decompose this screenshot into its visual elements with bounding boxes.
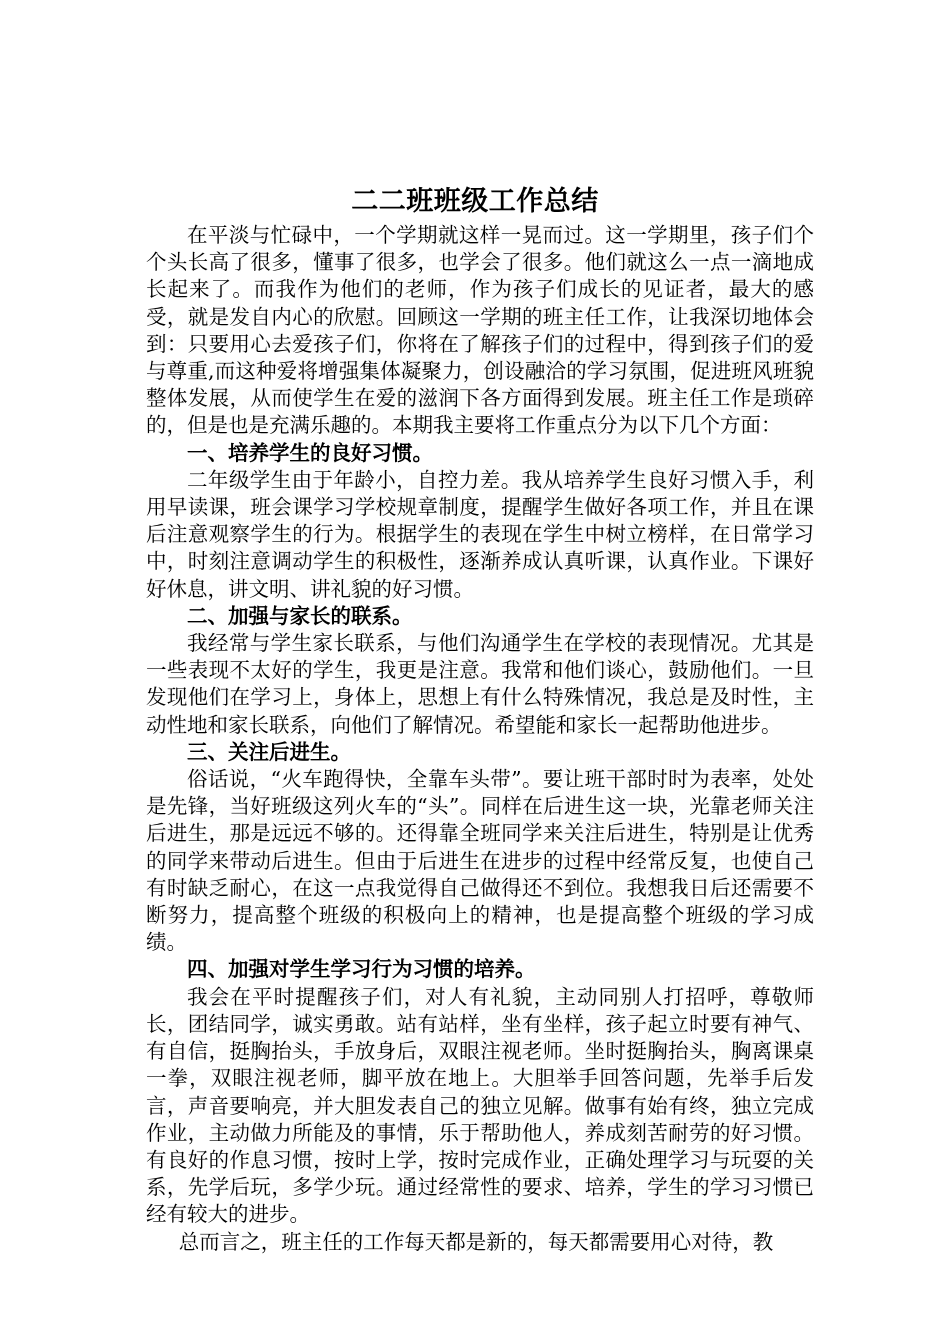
section-heading-struggling-students: 三、关注后进生。 <box>187 739 351 764</box>
section-heading-parents: 二、加强与家长的联系。 <box>187 603 413 628</box>
section-heading-study-behavior: 四、加强对学生学习行为习惯的培养。 <box>187 957 536 982</box>
conclusion-paragraph: 总而言之，班主任的工作每天都是新的，每天都需要用心对待，教 <box>178 1229 774 1254</box>
section-body-struggling-students: 俗话说，“火车跑得快，全靠车头带”。要让班干部时时为表率，处处是先锋，当好班级这列火车的“头”。同样在后进生这一块，光靠老师关注后进生，那是远远不够的。还得靠全班同学来关注后进生，特别是让优秀的同学来带动后进生。但由于后进生在进步的过程中经常反复，也使自己有时缺乏耐心，在这一点我觉得自己做得还不到位。我想我日后还需要不断努力，提高整个班级的积极向上的精神，也是提高整个班级的学习成绩。 <box>146 767 814 955</box>
section-body-study-behavior: 我会在平时提醒孩子们，对人有礼貌，主动同别人打招呼，尊敬师长，团结同学，诚实勇敢。站有站样，坐有坐样，孩子起立时要有神气、有自信，挺胸抬头，手放身后，双眼注视老师。坐时挺胸抬头，胸离课桌一拳，双眼注视老师，脚平放在地上。大胆举手回答问题，先举手后发言，声音要响亮，并大胆发表自己的独立见解。做事有始有终，独立完成作业，主动做力所能及的事情，乐于帮助他人，养成刻苦耐劳的好习惯。有良好的作息习惯，按时上学，按时完成作业，正确处理学习与玩耍的关系，先学后玩，多学少玩。通过经常性的要求、培养，学生的学习习惯已经有较大的进步。 <box>146 984 814 1227</box>
document-body <box>146 222 814 1256</box>
section-heading-habits: 一、培养学生的良好习惯。 <box>187 440 433 465</box>
intro-paragraph: 在平淡与忙碌中，一个学期就这样一晃而过。这一学期里，孩子们个个头长高了很多，懂事了很多，也学会了很多。他们就这么一点一滴地成长起来了。而我作为他们的老师，作为孩子们成长的见证者，最大的感受，就是发自内心的欣慰。回顾这一学期的班主任工作，让我深切地体会到：只要用心去爱孩子们，你将在了解孩子们的过程中，得到孩子们的爱与尊重,而这种爱将增强集体凝聚力，创设融洽的学习氛围，促进班风班貌整体发展，从而使学生在爱的滋润下各方面得到发展。班主任工作是琐碎的，但是也是充满乐趣的。本期我主要将工作重点分为以下几个方面： <box>146 223 814 438</box>
document-title: 二二班班级工作总结 <box>351 186 599 217</box>
section-body-parents: 我经常与学生家长联系，与他们沟通学生在学校的表现情况。尤其是一些表现不太好的学生，我更是注意。我常和他们谈心，鼓励他们。一旦发现他们在学习上，身体上，思想上有什么特殊情况，我总是及时性，主动性地和家长联系，向他们了解情况。希望能和家长一起帮助他进步。 <box>146 631 814 737</box>
section-body-habits: 二年级学生由于年龄小，自控力差。我从培养学生良好习惯入手，利用早读课，班会课学习学校规章制度，提醒学生做好各项工作，并且在课后注意观察学生的行为。根据学生的表现在学生中树立榜样，在日常学习中，时刻注意调动学生的积极性，逐渐养成认真听课，认真作业。下课好好休息，讲文明、讲礼貌的好习惯。 <box>146 467 814 601</box>
